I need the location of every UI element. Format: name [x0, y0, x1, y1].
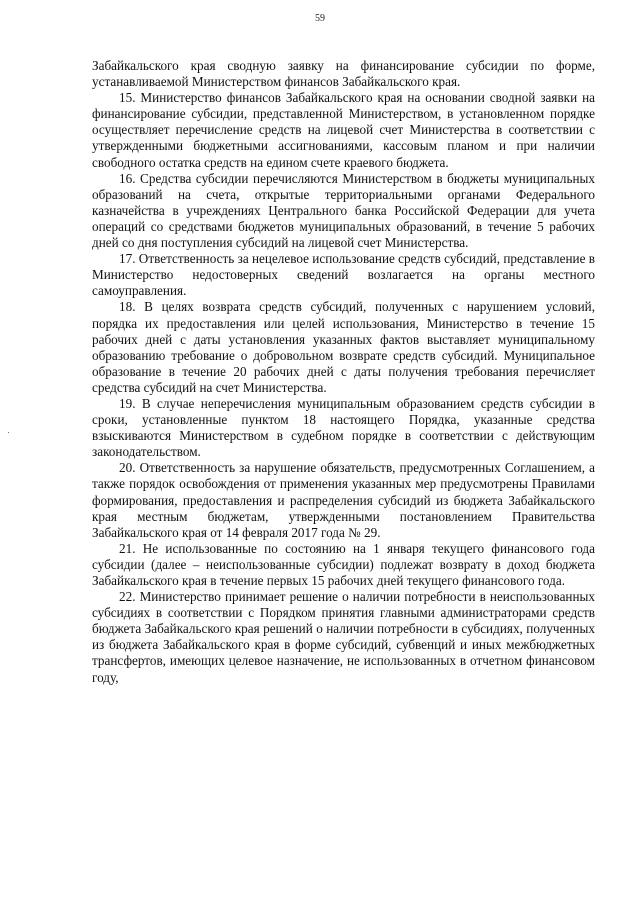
scan-speck: [8, 432, 9, 433]
paragraph-21: 21. Не использованные по состоянию на 1 января текущего финансового года субсидии (далее – неиспользованные субсидии) подлежат возврату в доход бюджета Забайкальского края в течение первых 15 рабочих дней текущего финансового года.: [92, 540, 595, 588]
paragraph-15: 15. Министерство финансов Забайкальского края на основании сводной заявки на финансирование субсидии, представленной Министерством, в установленном порядке осуществляет перечисление средств на лицевой счет Министерства в соответствии с утвержденными бюджетными ассигнованиями, кассовым планом и при наличии свободного остатка средств на едином счете краевого бюджета.: [92, 90, 595, 170]
paragraph-17: 17. Ответственность за нецелевое использование средств субсидий, представление в Министерство недостоверных сведений возлагается на органы местного самоуправления.: [92, 251, 595, 299]
paragraph-20: 20. Ответственность за нарушение обязательств, предусмотренных Соглашением, а также порядок освобождения от применения указанных мер предусмотрены Правилами формирования, предоставления и распределения субсидий из бюджета Забайкальского края местным бюджетам, утвержденными постановлением Правительства Забайкальского края от 14 февраля 2017 года № 29.: [92, 460, 595, 540]
document-body: [92, 58, 595, 686]
paragraph-22: 22. Министерство принимает решение о наличии потребности в неиспользованных субсидиях в соответствии с Порядком принятия главными администраторами средств бюджета Забайкальского края решений о наличии потребности в субсидиях, полученных из бюджета Забайкальского края в форме субсидий, субвенций и иных межбюджетных трансфертов, имеющих целевое назначение, не использованных в отчетном финансовом году,: [92, 589, 595, 685]
paragraph-16: 16. Средства субсидии перечисляются Министерством в бюджеты муниципальных образований на счета, открытые территориальными органами Федерального казначейства в учреждениях Центрального банка Российской Федерации для учета операций со средствами бюджетов муниципальных образований, в течение 5 рабочих дней со дня поступления субсидий на лицевой счет Министерства.: [92, 170, 595, 251]
page-number: 59: [315, 13, 325, 24]
paragraph-19: 19. В случае неперечисления муниципальным образованием средств субсидии в сроки, установленные пунктом 18 настоящего Порядка, указанные средства взыскиваются Министерством в судебном порядке в соответствии с действующим законодательством.: [92, 395, 595, 460]
paragraph-18: 18. В целях возврата средств субсидий, полученных с нарушением условий, порядка их предоставления или целей использования, Министерство в течение 15 рабочих дней с даты установления указанных фактов выставляет муниципальному образованию требование о добровольном возврате средств субсидий. Муниципальное образование в течение 20 рабочих дней с даты получения требования перечисляет средства субсидий на счет Министерства.: [92, 299, 595, 395]
paragraph-continuation: Забайкальского края сводную заявку на финансирование субсидии по форме, устанавливаемой Министерством финансов Забайкальского края.: [92, 58, 595, 90]
